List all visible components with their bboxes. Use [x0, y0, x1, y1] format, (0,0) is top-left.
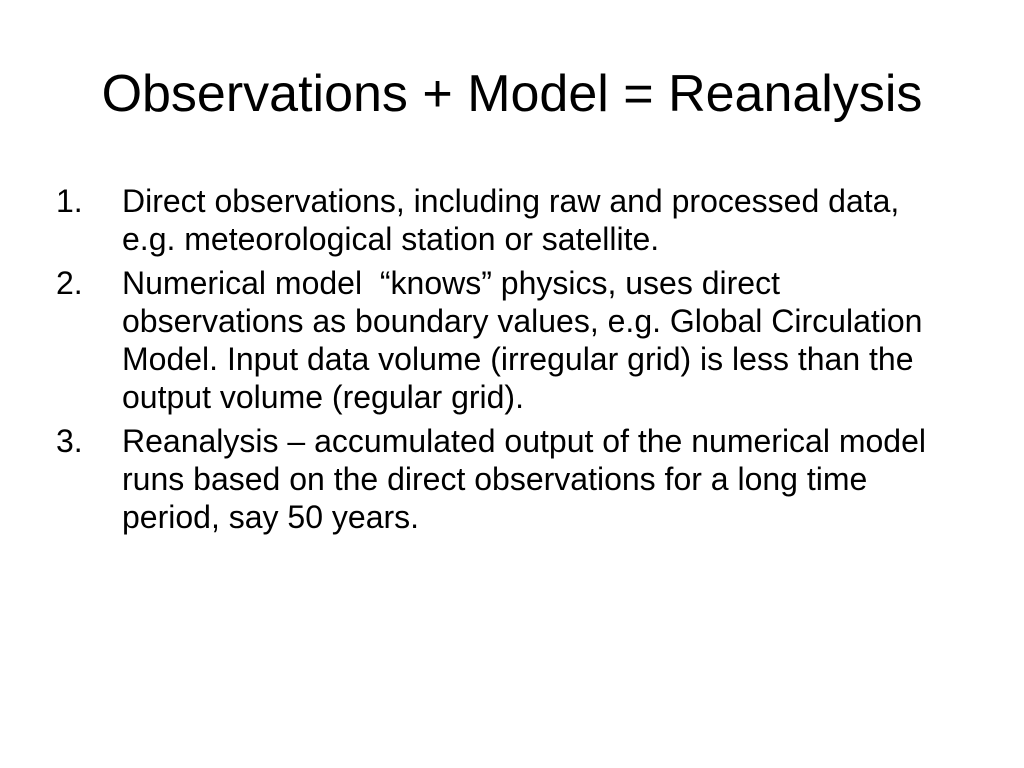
list-item	[56, 182, 956, 258]
slide-title: Observations + Model = Reanalysis	[101, 65, 923, 123]
list-item-number: 1.	[56, 183, 83, 219]
list-item-text: Reanalysis – accumulated output of the numerical model runs based on the direct observations for a long time period, say 50 years.	[122, 423, 935, 535]
list-item-text: Numerical model “knows” physics, uses direct observations as boundary values, e.g. Global Circulation Model. Input data volume (irregular grid) is less than the output volume (regular grid).	[122, 265, 932, 415]
list-item-number: 3.	[56, 423, 83, 459]
list-item-number: 2.	[56, 265, 83, 301]
numbered-list	[56, 182, 956, 542]
list-item	[56, 422, 956, 536]
list-item	[56, 264, 956, 416]
list-item-text: Direct observations, including raw and processed data, e.g. meteorological station or satellite.	[122, 183, 909, 257]
